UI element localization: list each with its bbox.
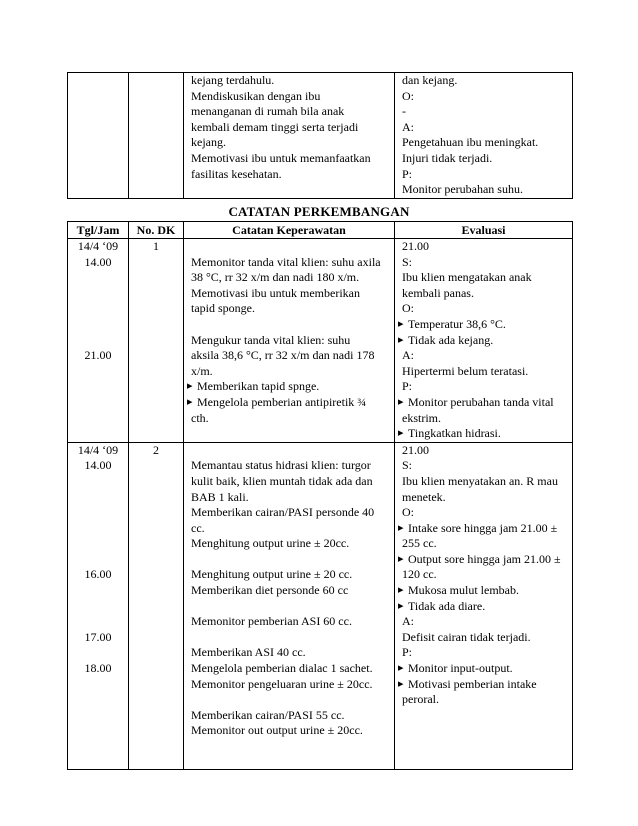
bullet-icon: ▸: [187, 380, 193, 393]
evaluasi-line-text: Tidak ada diare.: [408, 598, 486, 613]
table-row: [68, 239, 573, 443]
date-text: 14/4 ‘09: [77, 442, 119, 457]
evaluasi-line: [398, 536, 569, 552]
catatan-line-text: Memotivasi ibu untuk memberikan: [191, 285, 360, 300]
catatan-line: [187, 614, 391, 630]
time-text: 21.00: [84, 348, 112, 363]
evaluasi-line-text: O:: [402, 505, 414, 520]
header-evaluasi: Evaluasi: [395, 222, 573, 239]
evaluasi-line: [398, 348, 569, 364]
evaluasi-line-text: 21.00: [402, 239, 429, 253]
spacer: [71, 333, 125, 349]
catatan-line: [187, 692, 391, 708]
catatan-line: [187, 723, 391, 739]
time-text: 17.00: [84, 629, 112, 644]
header-tgl: Tgl/Jam: [68, 222, 129, 239]
bullet-icon: ▸: [398, 677, 404, 690]
catatan-line: [187, 536, 391, 552]
evaluasi-line-text: P:: [402, 645, 413, 660]
evaluasi-line: [398, 521, 569, 537]
evaluasi-line-text: -: [402, 104, 406, 119]
bullet-icon: ▸: [398, 599, 404, 612]
catatan-line: [187, 333, 391, 349]
evaluasi-line: [398, 677, 569, 693]
catatan-line: [187, 364, 391, 380]
catatan-line: [187, 599, 391, 615]
evaluasi-line: [398, 458, 569, 474]
bullet-icon: ▸: [398, 395, 404, 408]
spacer: [71, 286, 125, 302]
evaluasi-line: [398, 395, 569, 411]
header-catatan: Catatan Keperawatan: [184, 222, 395, 239]
catatan-line: [187, 286, 391, 302]
catatan-line: [187, 395, 391, 411]
evaluasi-line-text: Tingkatkan hidrasi.: [408, 426, 501, 441]
bullet-icon: ▸: [398, 427, 404, 440]
time-text: 14.00: [84, 458, 112, 473]
evaluasi-line: [398, 255, 569, 271]
evaluasi-line-text: A:: [402, 119, 414, 134]
catatan-line-text: Memberikan cairan/PASI personde 40: [191, 505, 375, 520]
catatan-line: [187, 317, 391, 333]
spacer: [71, 317, 125, 333]
catatan-line: [187, 505, 391, 521]
catatan-line: [187, 255, 391, 271]
catatan-line-text: Mengelola pemberian antipiretik ¾: [197, 394, 367, 409]
continued-dk-cell: [129, 73, 184, 199]
catatan-line-text: tapid sponge.: [191, 301, 255, 316]
page-title: CATATAN PERKEMBANGAN: [228, 204, 410, 219]
catatan-line: [187, 73, 391, 89]
catatan-line: [187, 379, 391, 395]
catatan-line: [187, 630, 391, 646]
evaluasi-line: [398, 426, 569, 442]
bullet-icon: ▸: [398, 584, 404, 597]
evaluasi-line: [398, 104, 569, 120]
evaluasi-line: [398, 645, 569, 661]
evaluasi-line-text: P:: [402, 379, 413, 394]
evaluasi-line-text: Motivasi pemberian intake: [408, 676, 537, 691]
spacer: [71, 505, 125, 521]
evaluasi-line-text: Ibu klien mengatakan anak: [402, 270, 532, 285]
catatan-line-text: kembali demam tinggi serta terjadi: [191, 119, 359, 134]
date-text: 14/4 ‘09: [77, 239, 119, 253]
bullet-icon: ▸: [398, 317, 404, 330]
catatan-line: [187, 458, 391, 474]
evaluasi-line: [398, 239, 569, 255]
evaluasi-line: [398, 120, 569, 136]
catatan-line: [187, 645, 391, 661]
dk-cell: 2: [129, 442, 184, 769]
evaluasi-line: [398, 301, 569, 317]
catatan-line: [187, 521, 391, 537]
catatan-line: [187, 552, 391, 568]
evaluasi-line-text: Ibu klien menyatakan an. R mau: [402, 473, 558, 488]
evaluasi-line: [398, 135, 569, 151]
header-row: [68, 222, 573, 239]
evaluasi-line-text: A:: [402, 348, 414, 363]
evaluasi-line-text: 21.00: [402, 442, 429, 457]
evaluasi-line: [398, 270, 569, 286]
evaluasi-line-text: S:: [402, 458, 413, 473]
spacer: [71, 645, 125, 661]
catatan-line-text: Mengelola pemberian dialac 1 sachet.: [191, 661, 373, 676]
evaluasi-line: [398, 614, 569, 630]
evaluasi-line-text: Hipertermi belum teratasi.: [402, 363, 529, 378]
continued-evaluasi-cell: [395, 73, 573, 199]
evaluasi-line: [398, 583, 569, 599]
spacer: [71, 536, 125, 552]
evaluasi-line: [398, 167, 569, 183]
catatan-line-text: 38 °C, rr 32 x/m dan nadi 180 x/m.: [191, 270, 360, 285]
catatan-line-text: kejang.: [191, 135, 226, 150]
bullet-icon: ▸: [398, 333, 404, 346]
catatan-line-text: cc.: [191, 520, 205, 535]
evaluasi-line: [398, 182, 569, 198]
catatan-line-text: Memberikan cairan/PASI 55 cc.: [191, 707, 345, 722]
catatan-line-text: Memotivasi ibu untuk memanfaatkan: [191, 150, 371, 165]
catatan-line: [187, 474, 391, 490]
progress-notes-table: [67, 221, 573, 770]
bullet-icon: ▸: [398, 662, 404, 675]
catatan-line-text: Memberikan tapid spnge.: [197, 379, 320, 394]
tgl-cell: [68, 442, 129, 769]
catatan-line: [187, 348, 391, 364]
evaluasi-line: [398, 411, 569, 427]
catatan-line: [187, 151, 391, 167]
evaluasi-line: [398, 599, 569, 615]
evaluasi-line: [398, 692, 569, 708]
spacer: [71, 490, 125, 506]
evaluasi-cell: [395, 239, 573, 443]
evaluasi-line-text: Injuri tidak terjadi.: [402, 150, 493, 165]
catatan-line-text: Menghitung output urine ± 20 cc.: [191, 567, 353, 582]
catatan-line-text: fasilitas kesehatan.: [191, 166, 282, 181]
evaluasi-line: [398, 474, 569, 490]
evaluasi-line: [398, 567, 569, 583]
evaluasi-line-text: 120 cc.: [402, 567, 437, 582]
evaluasi-line-text: Tidak ada kejang.: [408, 332, 494, 347]
header-dk: No. DK: [129, 222, 184, 239]
spacer: [71, 599, 125, 615]
evaluasi-line-text: menetek.: [402, 489, 446, 504]
table-row: [68, 442, 573, 769]
catatan-line: [187, 104, 391, 120]
evaluasi-line-text: Defisit cairan tidak terjadi.: [402, 629, 531, 644]
catatan-line-text: Memberikan ASI 40 cc.: [191, 645, 306, 660]
catatan-line-text: Memonitor pengeluaran urine ± 20cc.: [191, 676, 373, 691]
catatan-line-text: Memantau status hidrasi klien: turgor: [191, 458, 371, 473]
evaluasi-line: [398, 630, 569, 646]
time-text: 16.00: [84, 567, 112, 582]
evaluasi-line: [398, 333, 569, 349]
evaluasi-line-text: A:: [402, 614, 414, 629]
evaluasi-line: [398, 317, 569, 333]
catatan-line: [187, 301, 391, 317]
catatan-line: [187, 411, 391, 427]
catatan-line-text: menanganan di rumah bila anak: [191, 104, 345, 119]
catatan-line: [187, 567, 391, 583]
evaluasi-line: [398, 661, 569, 677]
spacer: [71, 583, 125, 599]
evaluasi-line: [398, 89, 569, 105]
bullet-icon: ▸: [187, 395, 193, 408]
tgl-cell: [68, 239, 129, 443]
evaluasi-line-text: 255 cc.: [402, 536, 437, 551]
spacer: [71, 474, 125, 490]
evaluasi-line: [398, 364, 569, 380]
continued-row: [68, 73, 573, 199]
evaluasi-line-text: P:: [402, 166, 413, 181]
evaluasi-line-text: O:: [402, 88, 414, 103]
evaluasi-line-text: S:: [402, 254, 413, 269]
evaluasi-line: [398, 151, 569, 167]
continued-catatan-cell: [184, 73, 395, 199]
spacer: [71, 521, 125, 537]
spacer: [71, 301, 125, 317]
catatan-line: [187, 270, 391, 286]
evaluasi-line: [398, 505, 569, 521]
evaluasi-line-text: dan kejang.: [402, 73, 458, 87]
catatan-line: [187, 120, 391, 136]
evaluasi-line-text: Output sore hingga jam 21.00 ±: [408, 551, 561, 566]
catatan-line-text: BAB 1 kali.: [191, 489, 249, 504]
time-text: 14.00: [84, 254, 112, 269]
catatan-line-text: kejang terdahulu.: [191, 73, 275, 87]
evaluasi-line: [398, 490, 569, 506]
evaluasi-line-text: Mukosa mulut lembab.: [408, 583, 519, 598]
spacer: [71, 614, 125, 630]
spacer: [71, 270, 125, 286]
catatan-line: [187, 583, 391, 599]
time-text: 18.00: [84, 661, 112, 676]
evaluasi-line-text: peroral.: [402, 692, 439, 707]
evaluasi-line-text: ekstrim.: [402, 410, 441, 425]
evaluasi-line: [398, 73, 569, 89]
evaluasi-line: [398, 552, 569, 568]
continued-tgl-cell: [68, 73, 129, 199]
evaluasi-cell: [395, 442, 573, 769]
bullet-icon: ▸: [398, 552, 404, 565]
catatan-line: [187, 167, 391, 183]
catatan-line-text: Mengukur tanda vital klien: suhu: [191, 332, 351, 347]
dk-cell: 1: [129, 239, 184, 443]
catatan-line-text: Memonitor out output urine ± 20cc.: [191, 723, 363, 738]
catatan-line-text: cth.: [191, 410, 209, 425]
catatan-line: [187, 677, 391, 693]
evaluasi-line-text: Monitor perubahan suhu.: [402, 182, 523, 197]
evaluasi-line-text: kembali panas.: [402, 285, 474, 300]
evaluasi-line: [398, 443, 569, 459]
catatan-line: [187, 490, 391, 506]
catatan-line-text: Memonitor tanda vital klien: suhu axila: [191, 254, 381, 269]
catatan-line: [187, 239, 391, 255]
spacer: [71, 552, 125, 568]
evaluasi-line: [398, 379, 569, 395]
catatan-cell: [184, 442, 395, 769]
evaluasi-line-text: Temperatur 38,6 °C.: [408, 316, 506, 331]
catatan-line: [187, 708, 391, 724]
evaluasi-line-text: Pengetahuan ibu meningkat.: [402, 135, 539, 150]
catatan-line: [187, 661, 391, 677]
catatan-line-text: Mendiskusikan dengan ibu: [191, 88, 321, 103]
catatan-line: [187, 443, 391, 459]
catatan-line-text: Memberikan diet personde 60 cc: [191, 583, 349, 598]
catatan-line-text: x/m.: [191, 363, 213, 378]
bullet-icon: ▸: [398, 521, 404, 534]
evaluasi-line: [398, 286, 569, 302]
catatan-line-text: kulit baik, klien muntah tidak ada dan: [191, 473, 373, 488]
evaluasi-line-text: Monitor input-output.: [408, 661, 513, 676]
catatan-line-text: Memonitor pemberian ASI 60 cc.: [191, 614, 352, 629]
catatan-line-text: Menghitung output urine ± 20cc.: [191, 536, 350, 551]
evaluasi-line-text: Intake sore hingga jam 21.00 ±: [408, 520, 558, 535]
catatan-line-text: aksila 38,6 °C, rr 32 x/m dan nadi 178: [191, 348, 375, 363]
evaluasi-line-text: Monitor perubahan tanda vital: [408, 394, 554, 409]
catatan-line: [187, 135, 391, 151]
evaluasi-line-text: O:: [402, 301, 414, 316]
catatan-line: [187, 89, 391, 105]
continued-table: [67, 72, 573, 199]
catatan-cell: [184, 239, 395, 443]
